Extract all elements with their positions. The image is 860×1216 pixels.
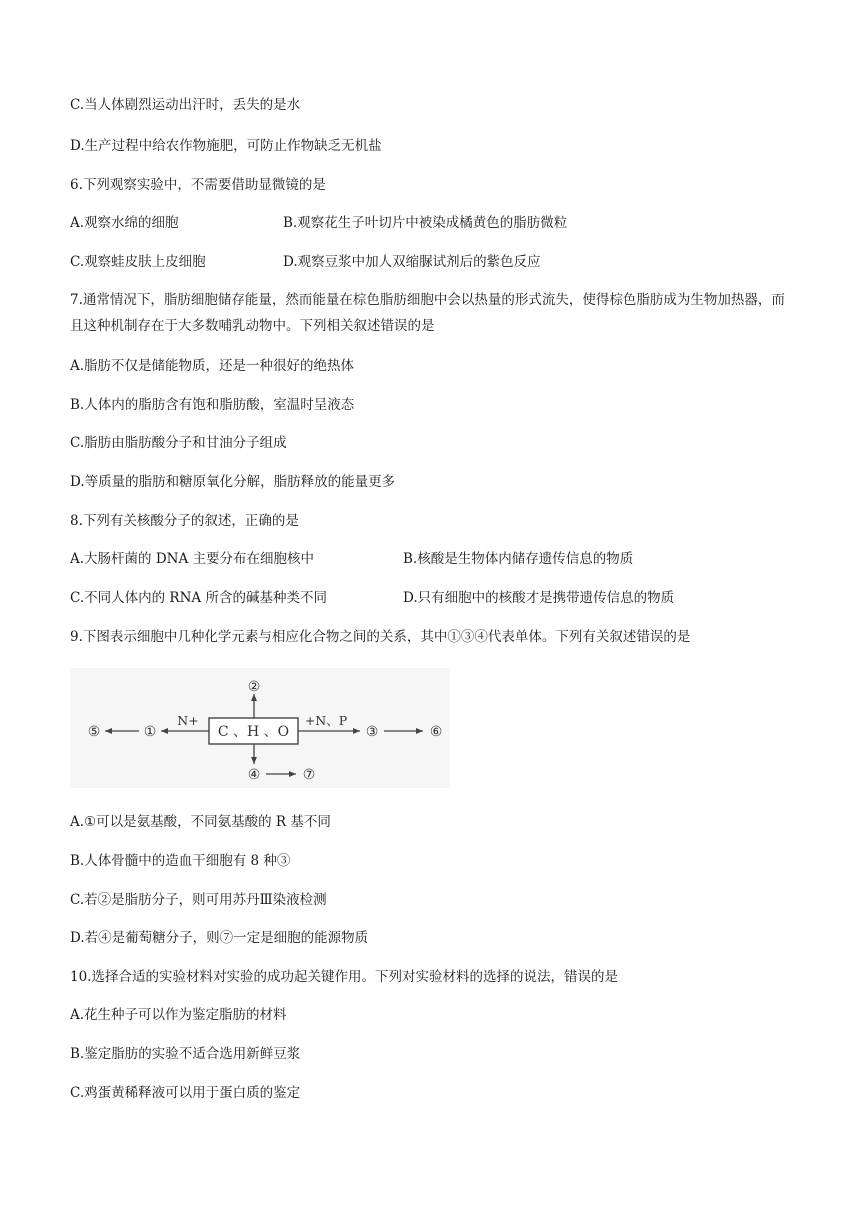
- q5-option-d: D.生产过程中给农作物施肥，可防止作物缺乏无机盐: [70, 138, 382, 154]
- q9-option-c: C.若②是脂肪分子，则可用苏丹Ⅲ染液检测: [70, 892, 327, 908]
- q7-option-c: C.脂肪由脂肪酸分子和甘油分子组成: [70, 435, 287, 451]
- q10-option-a: A.花生种子可以作为鉴定脂肪的材料: [70, 1007, 287, 1023]
- q10-option-b: B.鉴定脂肪的实验不适合选用新鲜豆浆: [70, 1046, 301, 1062]
- q9-option-b: B.人体骨髓中的造血干细胞有 8 种③: [70, 853, 291, 869]
- q8-stem: 8.下列有关核酸分子的叙述，正确的是: [70, 513, 299, 529]
- q10-option-c: C.鸡蛋黄稀释液可以用于蛋白质的鉴定: [70, 1085, 301, 1101]
- q6-option-c: C.观察蛙皮肤上皮细胞: [70, 254, 206, 270]
- node-5: ⑤: [87, 724, 101, 740]
- q6-option-a: A.观察水绵的细胞: [70, 215, 179, 231]
- q6-option-d: D.观察豆浆中加人双缩脲试剂后的紫色反应: [283, 254, 541, 270]
- q8-option-c: C.不同人体内的 RNA 所含的碱基种类不同: [70, 590, 327, 606]
- q9-stem: 9.下图表示细胞中几种化学元素与相应化合物之间的关系，其中①③④代表单体。下列有关叙述错误的是: [70, 629, 691, 645]
- right-label: +N、P: [304, 713, 348, 728]
- node-7: ⑦: [302, 767, 316, 783]
- q10-stem: 10.选择合适的实验材料对实验的成功起关键作用。下列对实验材料的选择的说法，错误的是: [70, 969, 618, 985]
- q8-option-a: A.大肠杆菌的 DNA 主要分布在细胞核中: [70, 551, 315, 567]
- left-label: N+: [177, 713, 199, 728]
- node-3: ③: [365, 724, 379, 740]
- q5-option-c: C.当人体剧烈运动出汗时，丢失的是水: [70, 97, 301, 113]
- node-1: ①: [143, 724, 157, 740]
- element-compound-diagram: [70, 668, 450, 788]
- node-2: ②: [247, 679, 261, 695]
- q7-option-a: A.脂肪不仅是储能物质，还是一种很好的绝热体: [70, 358, 355, 374]
- node-4: ④: [247, 767, 261, 783]
- q8-option-d: D.只有细胞中的核酸才是携带遗传信息的物质: [403, 590, 675, 606]
- q9-option-a: A.①可以是氨基酸，不同氨基酸的 R 基不同: [70, 814, 331, 830]
- center-label: C 、H 、O: [217, 724, 290, 740]
- q7-option-d: D.等质量的脂肪和糖原氧化分解，脂肪释放的能量更多: [70, 474, 396, 490]
- node-6: ⑥: [429, 724, 443, 740]
- q6-option-b: B.观察花生子叶切片中被染成橘黄色的脂肪微粒: [283, 215, 568, 231]
- q9-option-d: D.若④是葡萄糖分子，则⑦一定是细胞的能源物质: [70, 930, 369, 946]
- q8-option-b: B.核酸是生物体内储存遗传信息的物质: [403, 551, 634, 567]
- q7-option-b: B.人体内的脂肪含有饱和脂肪酸，室温时呈液态: [70, 397, 355, 413]
- q6-stem: 6.下列观察实验中，不需要借助显微镜的是: [70, 177, 326, 193]
- q7-stem: 7.通常情况下，脂肪细胞储存能量，然而能量在棕色脂肪细胞中会以热量的形式流失，使得棕色脂肪成为生物加热器，而且这种机制存在于大多数哺乳动物中。下列相关叙述错误的是: [70, 292, 785, 334]
